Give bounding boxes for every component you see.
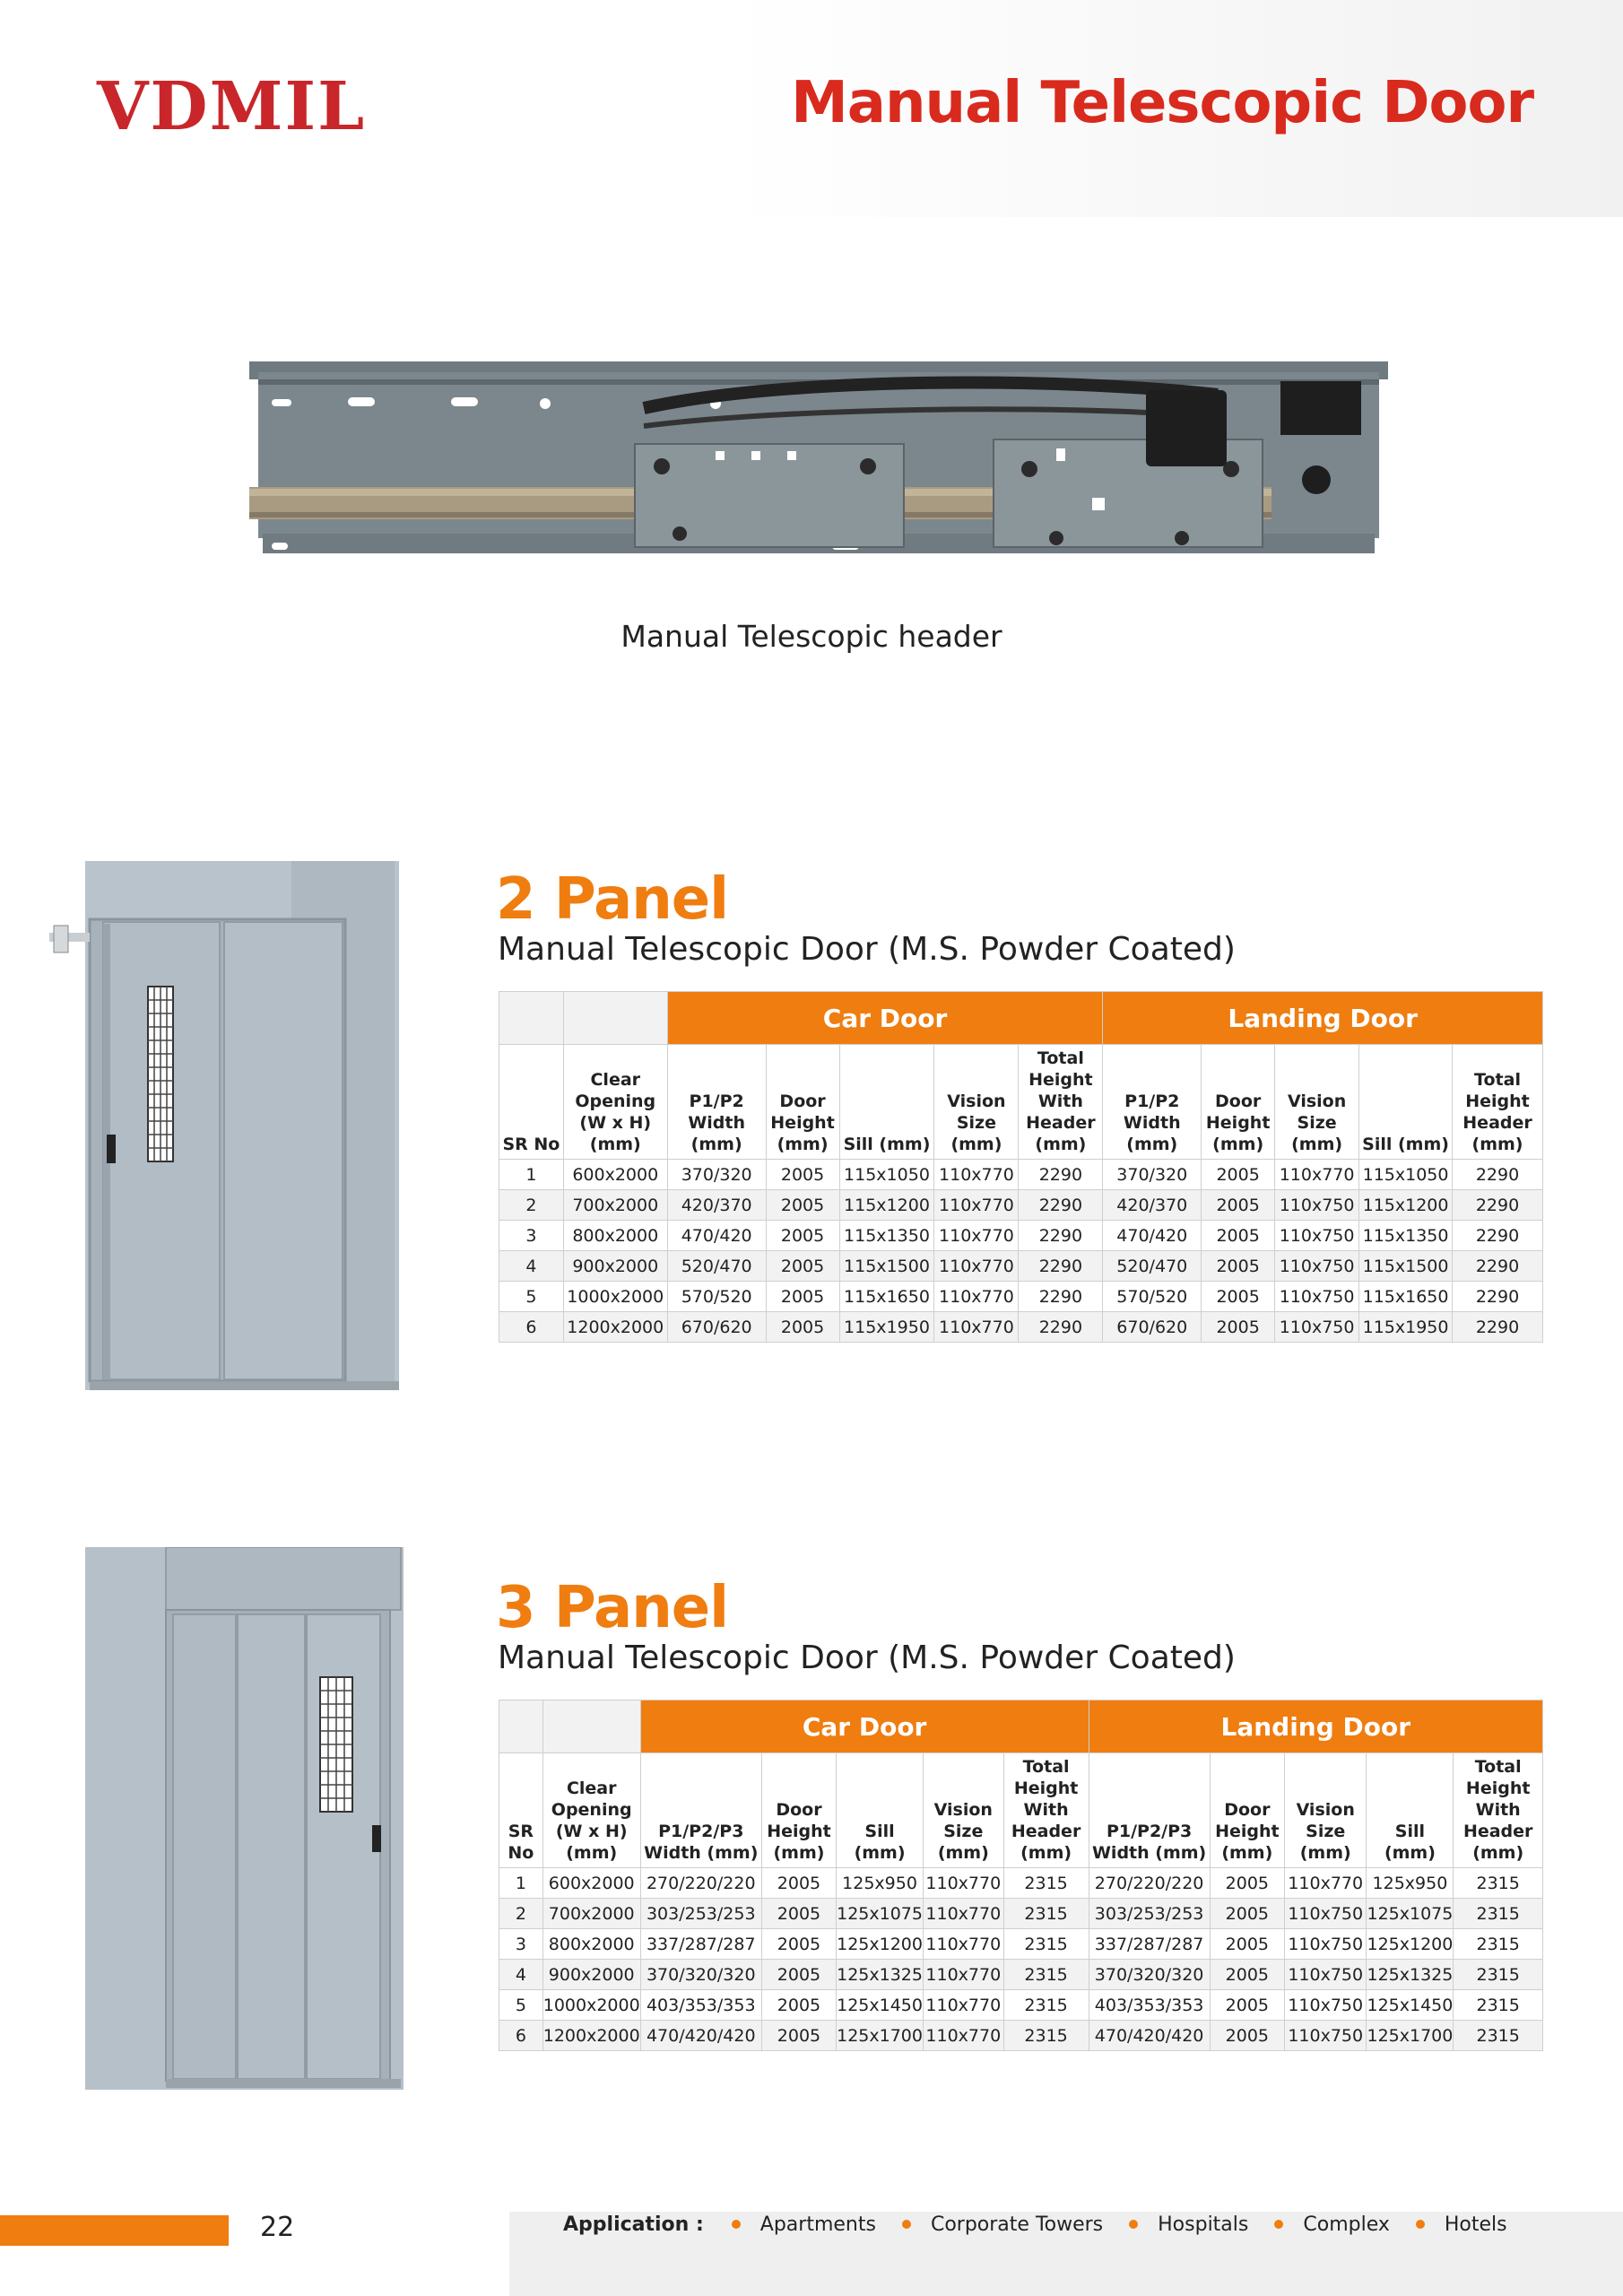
col-landing-width: P1/P2 Width (mm) [1103,1045,1202,1160]
table-row [499,1312,1543,1343]
table-cell: 125x1325 [1367,1960,1454,1990]
table-cell: 2005 [761,1899,836,1929]
table-cell: 110x770 [923,1868,1003,1899]
table-cell: 2005 [761,1960,836,1990]
table-cell: 110x750 [1284,1899,1367,1929]
table-cell: 115x1500 [839,1251,934,1282]
table-cell: 110x770 [934,1221,1019,1251]
table-cell: 110x750 [1284,1990,1367,2021]
table-cell: 125x1450 [837,1990,924,2021]
table-cell: 110x750 [1284,1929,1367,1960]
table-cell: 303/253/253 [640,1899,761,1929]
table-cell: 110x770 [1275,1160,1359,1190]
col-landing-total-height: Total Height Header (mm) [1453,1045,1543,1160]
table-cell: 125x1325 [837,1960,924,1990]
table-cell: 3 [499,1221,564,1251]
table-cell: 2315 [1003,1868,1089,1899]
table-cell: 110x770 [923,1990,1003,2021]
table-cell: 1200x2000 [563,1312,667,1343]
table-cell: 2290 [1019,1190,1103,1221]
footer-accent-bar [0,2215,229,2246]
table-cell: 4 [499,1251,564,1282]
table-cell: 2315 [1454,1990,1543,2021]
application-item: Hotels [1444,2213,1507,2236]
table-row [499,1960,1543,1990]
table-cell: 2005 [761,1868,836,1899]
table-cell: 115x1500 [1359,1251,1453,1282]
bullet-icon [902,2220,911,2229]
table-cell: 800x2000 [542,1929,640,1960]
table-cell: 2290 [1019,1312,1103,1343]
table-cell: 520/470 [1103,1251,1202,1282]
table-cell: 600x2000 [542,1868,640,1899]
table-cell: 2005 [766,1160,839,1190]
table-row [499,1282,1543,1312]
bullet-icon [732,2220,741,2229]
col-landing-sill: Sill (mm) [1367,1753,1454,1868]
table-cell: 420/370 [1103,1190,1202,1221]
blank-header-cell [499,1700,543,1753]
col-landing-sill: Sill (mm) [1359,1045,1453,1160]
table-cell: 2290 [1453,1282,1543,1312]
col-car-door-height: Door Height (mm) [766,1045,839,1160]
table-cell: 110x770 [923,1899,1003,1929]
table-cell: 110x770 [923,1960,1003,1990]
table-row [499,1221,1543,1251]
application-list [563,2213,1518,2236]
two-panel-title: 2 Panel [496,866,729,933]
col-car-sill: Sill (mm) [837,1753,924,1868]
application-item: Corporate Towers [930,2213,1104,2236]
two-panel-door-image [49,861,408,1390]
landing-door-header: Landing Door [1089,1700,1542,1753]
table-cell: 110x770 [934,1190,1019,1221]
table-row [499,1929,1543,1960]
table-cell: 470/420 [1103,1221,1202,1251]
table-cell: 337/287/287 [640,1929,761,1960]
table-cell: 2315 [1003,1899,1089,1929]
table-cell: 2005 [766,1251,839,1282]
table-cell: 670/620 [1103,1312,1202,1343]
table-cell: 2005 [1202,1160,1275,1190]
table-cell: 270/220/220 [1089,1868,1210,1899]
table-cell: 2315 [1003,1929,1089,1960]
table-cell: 470/420/420 [640,2021,761,2051]
col-landing-door-height: Door Height (mm) [1202,1045,1275,1160]
page-title: Manual Telescopic Door [791,70,1533,136]
table-cell: 2005 [766,1282,839,1312]
table-cell: 115x1950 [839,1312,934,1343]
table-cell: 2290 [1453,1160,1543,1190]
table-cell: 470/420 [667,1221,766,1251]
table-cell: 115x1650 [1359,1282,1453,1312]
table-cell: 2005 [1202,1190,1275,1221]
table-cell: 125x950 [837,1868,924,1899]
table-cell: 303/253/253 [1089,1899,1210,1929]
table-cell: 2005 [1210,1868,1284,1899]
col-car-width: P1/P2/P3 Width (mm) [640,1753,761,1868]
table-cell: 110x750 [1275,1221,1359,1251]
table-cell: 403/353/353 [640,1990,761,2021]
table-cell: 470/420/420 [1089,2021,1210,2051]
table-row [499,1251,1543,1282]
table-row [499,1160,1543,1190]
table-cell: 110x750 [1275,1190,1359,1221]
table-row [499,1868,1543,1899]
table-cell: 125x1200 [837,1929,924,1960]
table-row [499,1899,1543,1929]
table-cell: 2005 [1210,1960,1284,1990]
col-landing-width: P1/P2/P3 Width (mm) [1089,1753,1210,1868]
landing-door-header: Landing Door [1103,992,1543,1045]
table-cell: 1 [499,1160,564,1190]
table-cell: 115x1200 [1359,1190,1453,1221]
table-cell: 2005 [761,2021,836,2051]
table-cell: 110x770 [923,1929,1003,1960]
table-cell: 115x1650 [839,1282,934,1312]
table-cell: 125x950 [1367,1868,1454,1899]
table-cell: 520/470 [667,1251,766,1282]
two-panel-spec-table [499,991,1543,1343]
table-cell: 2005 [761,1990,836,2021]
table-cell: 570/520 [667,1282,766,1312]
telescopic-header-image [249,354,1388,565]
table-cell: 125x1075 [1367,1899,1454,1929]
table-cell: 110x750 [1275,1251,1359,1282]
three-panel-title: 3 Panel [496,1575,729,1641]
table-cell: 370/320/320 [640,1960,761,1990]
table-cell: 900x2000 [563,1251,667,1282]
three-panel-subtitle: Manual Telescopic Door (M.S. Powder Coated) [498,1639,1236,1676]
table-cell: 2 [499,1190,564,1221]
table-cell: 670/620 [667,1312,766,1343]
table-cell: 2290 [1019,1221,1103,1251]
table-cell: 2315 [1454,1929,1543,1960]
bullet-icon [1416,2220,1425,2229]
table-cell: 370/320 [1103,1160,1202,1190]
table-cell: 1000x2000 [563,1282,667,1312]
table-cell: 110x770 [934,1251,1019,1282]
table-cell: 2005 [761,1929,836,1960]
table-cell: 2005 [766,1312,839,1343]
table-cell: 370/320 [667,1160,766,1190]
three-panel-door-image [85,1547,408,2090]
page-number: 22 [260,2212,295,2243]
col-sr-no: SR No [499,1045,564,1160]
bullet-icon [1129,2220,1138,2229]
header-image-caption: Manual Telescopic header [621,619,1002,654]
table-cell: 2005 [1210,1929,1284,1960]
application-item: Hospitals [1158,2213,1249,2236]
table-cell: 2290 [1019,1251,1103,1282]
table-cell: 2290 [1453,1312,1543,1343]
table-cell: 1200x2000 [542,2021,640,2051]
table-cell: 2315 [1003,1990,1089,2021]
table-cell: 6 [499,2021,543,2051]
col-sr-no: SR No [499,1753,543,1868]
table-cell: 2315 [1454,2021,1543,2051]
table-cell: 2290 [1453,1221,1543,1251]
two-panel-table-body [499,1160,1543,1343]
table-cell: 2315 [1003,1960,1089,1990]
table-cell: 110x750 [1275,1312,1359,1343]
table-cell: 2005 [1202,1282,1275,1312]
col-clear-opening: Clear Opening (W x H) (mm) [563,1045,667,1160]
table-cell: 115x1950 [1359,1312,1453,1343]
table-cell: 2290 [1019,1282,1103,1312]
table-cell: 125x1700 [1367,2021,1454,2051]
table-cell: 110x770 [923,2021,1003,2051]
table-cell: 115x1350 [839,1221,934,1251]
table-row [499,1190,1543,1221]
col-landing-vision-size: Vision Size (mm) [1275,1045,1359,1160]
three-panel-table-body [499,1868,1543,2051]
table-cell: 110x750 [1275,1282,1359,1312]
table-cell: 2005 [766,1190,839,1221]
table-cell: 2005 [1210,1990,1284,2021]
col-car-sill: Sill (mm) [839,1045,934,1160]
table-cell: 125x1075 [837,1899,924,1929]
col-car-vision-size: Vision Size (mm) [923,1753,1003,1868]
table-cell: 4 [499,1960,543,1990]
table-cell: 115x1350 [1359,1221,1453,1251]
application-item: Complex [1303,2213,1390,2236]
table-cell: 110x770 [1284,1868,1367,1899]
table-cell: 2290 [1019,1160,1103,1190]
table-cell: 110x770 [934,1312,1019,1343]
table-cell: 2315 [1454,1868,1543,1899]
application-item: Apartments [759,2213,876,2236]
table-cell: 2005 [1210,1899,1284,1929]
table-cell: 403/353/353 [1089,1990,1210,2021]
table-cell: 1000x2000 [542,1990,640,2021]
col-clear-opening: Clear Opening (W x H) (mm) [542,1753,640,1868]
brand-logo: VDMIL [97,68,367,145]
table-cell: 420/370 [667,1190,766,1221]
table-cell: 3 [499,1929,543,1960]
table-cell: 5 [499,1282,564,1312]
table-cell: 2315 [1454,1899,1543,1929]
table-cell: 2290 [1453,1251,1543,1282]
three-panel-spec-table [499,1700,1543,2051]
table-cell: 600x2000 [563,1160,667,1190]
col-landing-total-height: Total Height With Header (mm) [1454,1753,1543,1868]
table-cell: 2005 [766,1221,839,1251]
col-car-vision-size: Vision Size (mm) [934,1045,1019,1160]
table-cell: 2 [499,1899,543,1929]
table-cell: 700x2000 [563,1190,667,1221]
table-cell: 110x770 [934,1282,1019,1312]
table-cell: 2315 [1454,1960,1543,1990]
table-row [499,1990,1543,2021]
table-cell: 900x2000 [542,1960,640,1990]
table-cell: 2005 [1202,1312,1275,1343]
table-cell: 800x2000 [563,1221,667,1251]
two-panel-subtitle: Manual Telescopic Door (M.S. Powder Coated) [498,931,1236,968]
table-cell: 115x1200 [839,1190,934,1221]
table-cell: 6 [499,1312,564,1343]
table-cell: 2005 [1210,2021,1284,2051]
col-car-door-height: Door Height (mm) [761,1753,836,1868]
table-cell: 370/320/320 [1089,1960,1210,1990]
table-cell: 115x1050 [839,1160,934,1190]
table-cell: 115x1050 [1359,1160,1453,1190]
car-door-header: Car Door [667,992,1103,1045]
table-cell: 2005 [1202,1221,1275,1251]
table-cell: 1 [499,1868,543,1899]
col-car-total-height: Total Height With Header (mm) [1003,1753,1089,1868]
table-cell: 2290 [1453,1190,1543,1221]
car-door-header: Car Door [640,1700,1089,1753]
col-car-width: P1/P2 Width (mm) [667,1045,766,1160]
col-landing-door-height: Door Height (mm) [1210,1753,1284,1868]
table-cell: 125x1200 [1367,1929,1454,1960]
col-car-total-height: Total Height With Header (mm) [1019,1045,1103,1160]
table-cell: 5 [499,1990,543,2021]
blank-header-cell [542,1700,640,1753]
col-landing-vision-size: Vision Size (mm) [1284,1753,1367,1868]
table-cell: 125x1450 [1367,1990,1454,2021]
blank-header-cell [563,992,667,1045]
table-cell: 110x750 [1284,2021,1367,2051]
table-cell: 2005 [1202,1251,1275,1282]
table-cell: 110x750 [1284,1960,1367,1990]
table-cell: 125x1700 [837,2021,924,2051]
table-cell: 337/287/287 [1089,1929,1210,1960]
table-row [499,2021,1543,2051]
table-cell: 270/220/220 [640,1868,761,1899]
table-cell: 700x2000 [542,1899,640,1929]
table-cell: 570/520 [1103,1282,1202,1312]
table-cell: 2315 [1003,2021,1089,2051]
bullet-icon [1274,2220,1283,2229]
application-label: Application : [563,2213,704,2236]
table-cell: 110x770 [934,1160,1019,1190]
blank-header-cell [499,992,564,1045]
